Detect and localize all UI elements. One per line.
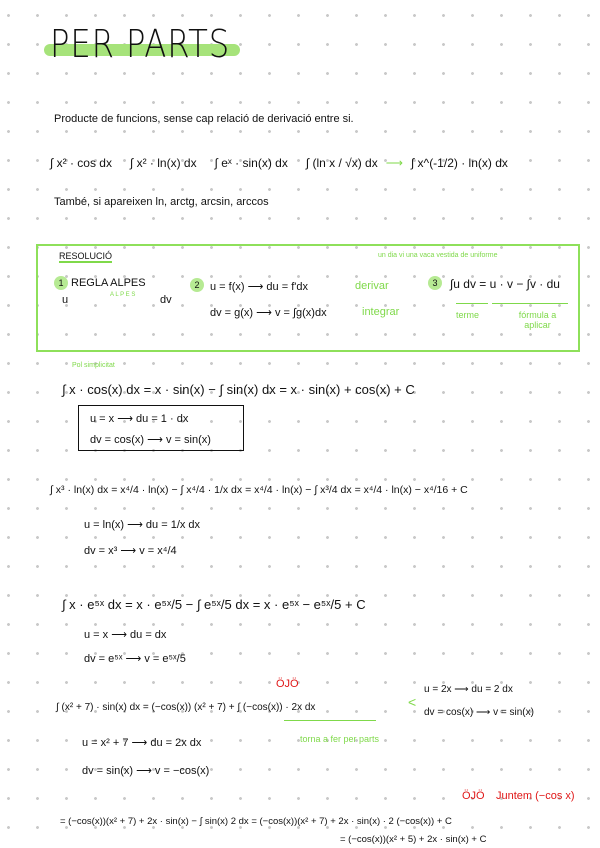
ex2-dv: dv = x³ ⟶ v = x⁴/4 <box>84 545 177 557</box>
example-integral: ∫ x² · ln(x) dx <box>129 156 197 170</box>
arrow-icon: ⟶ <box>385 156 403 170</box>
ex4-dv2: dv = cos(x) ⟶ v = sin(x) <box>424 707 534 718</box>
ex1-dv: dv = cos(x) ⟶ v = sin(x) <box>90 434 211 446</box>
regla-alpes: REGLA ALPES <box>71 277 146 289</box>
ex4-u2: u = 2x ⟶ du = 2 dx <box>424 684 513 695</box>
ex1-note: Pol simplicitat <box>72 362 115 369</box>
mnemonic-note: un dia vi una vaca vestida de uniforme <box>378 252 498 259</box>
brace <box>456 303 488 304</box>
ex4-main: ∫ (x² + 7) · sin(x) dx = (−cos(x)) (x² + 7) + ∫ (−cos(x)) · 2x dx <box>56 702 316 713</box>
formula-note: fórmula a aplicar <box>518 310 557 330</box>
ex5-line2: = (−cos(x))(x² + 5) + 2x · sin(x) + C <box>340 834 487 845</box>
intro-text: Producte de funcions, sense cap relació de derivació entre si. <box>54 113 354 125</box>
step-number: 2 <box>190 278 204 292</box>
example-integral: ∫ x² · cos dx <box>50 156 112 170</box>
resolucio-box <box>36 244 580 352</box>
intro-text: També, si apareixen ln, arctg, arcsin, arccos <box>54 196 269 208</box>
step2-row1: u = f(x) ⟶ du = f'dx <box>210 281 308 293</box>
ex2-main: ∫ x³ · ln(x) dx = x⁴/4 · ln(x) − ∫ x⁴/4 · 1/x dx = x⁴/4 · ln(x) − ∫ x³/4 dx = x⁴/4 · ln(x) − x⁴/16 + C <box>50 484 468 496</box>
ex3-u: u = x ⟶ du = dx <box>84 629 167 641</box>
ex1-main: ∫ x · cos(x) dx = x · sin(x) − ∫ sin(x) dx = x · sin(x) + cos(x) + C <box>62 382 415 397</box>
step2-row2: dv = g(x) ⟶ v = ∫g(x)dx <box>210 307 327 319</box>
note-integrar: integrar <box>362 306 400 318</box>
ojo-warning: ÖJÖ <box>276 678 299 690</box>
brace <box>492 303 568 304</box>
example-integral: ∫ eˣ · sin(x) dx <box>214 156 288 170</box>
dv-label: dv <box>160 294 172 306</box>
resolucio-heading: RESOLUCIÓ <box>59 251 113 261</box>
ex5-line1: = (−cos(x))(x² + 7) + 2x · sin(x) − ∫ sin(x) 2 dx = (−cos(x))(x² + 7) + 2x · sin(x) · 2 (−cos(x)) + C <box>60 816 452 827</box>
step-number: 1 <box>54 276 68 290</box>
term-note: terme <box>456 310 480 320</box>
example-integral: ∫ (ln x / √x) dx <box>305 156 378 170</box>
step-number: 3 <box>428 276 442 290</box>
ex4-dv: dv = sin(x) ⟶ v = −cos(x) <box>82 765 210 777</box>
note-derivar: derivar <box>355 280 389 292</box>
ex3-dv: dv = e⁵ˣ ⟶ v = e⁵ˣ/5 <box>84 653 186 665</box>
ex4-u: u = x² + 7 ⟶ du = 2x dx <box>82 737 202 749</box>
ojo-note: Juntem (−cos x) <box>496 790 575 802</box>
brace <box>284 720 376 721</box>
ex3-main: ∫ x · e⁵ˣ dx = x · e⁵ˣ/5 − ∫ e⁵ˣ/5 dx = x · e⁵ˣ − e⁵ˣ/5 + C <box>62 597 366 612</box>
u-label: u <box>62 294 69 306</box>
example-row <box>50 156 596 170</box>
example-integral: ∫ x^(-1/2) · ln(x) dx <box>410 156 508 170</box>
branch-arrow-icon: < <box>408 694 417 710</box>
step-1 <box>54 276 146 290</box>
parts-formula: ∫u dv = u · v − ∫v · du <box>450 277 560 291</box>
ex2-u: u = ln(x) ⟶ du = 1/x dx <box>84 519 201 531</box>
page-title: PER PARTS <box>50 22 231 66</box>
ojo-warning: ÖJÖ <box>462 790 485 802</box>
ex1-u: u = x ⟶ du = 1 · dx <box>90 413 189 425</box>
alpes-sub: A L P E S <box>110 292 136 298</box>
ex4-note: torna a fer per parts <box>300 734 380 744</box>
